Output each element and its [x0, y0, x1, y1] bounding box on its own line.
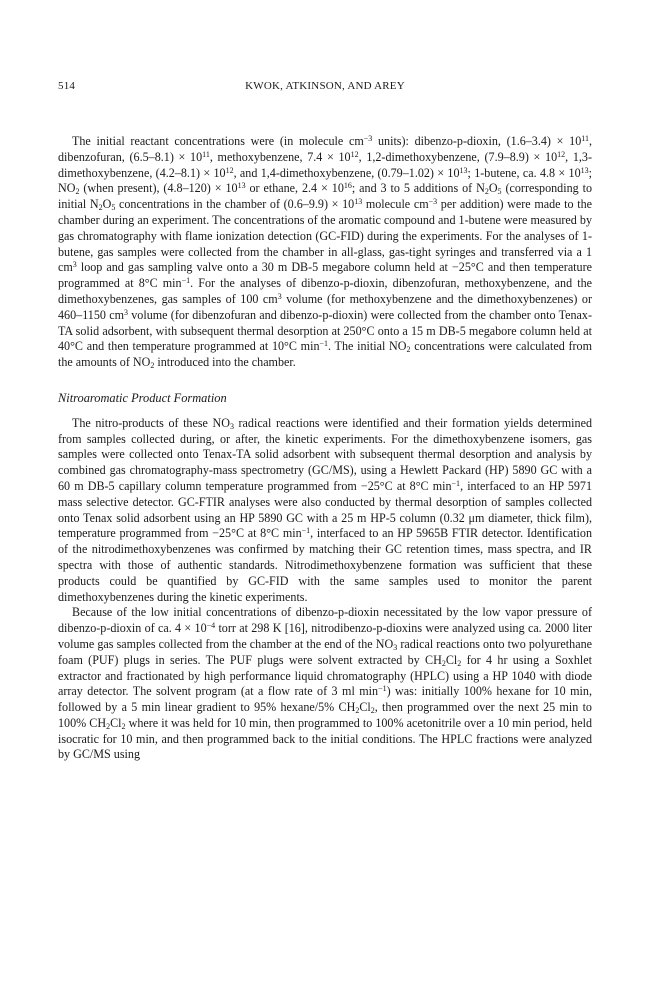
paragraph-initial-concentrations: The initial reactant concentrations were (in molecule $cm^{-3}$ units): dibenzo-p-dioxin, $(1.6-3.4) \times 10^{11}$, dibenzofuran, $(6.5-8.1) \times 10^{11}$, methoxybenzene, $7.4 \times 10^{12}$, 1,2-dimethoxybenzene, $(7.9-8.9) \times 10^{12}$, 1,3-dimethoxybenzene, $(4.2-8.1) \times 10^{12}$, and 1,4-dimethoxybenzene, $(0.79-1.02) \times 10^{13}$; 1-butene, ca. $4.8 \times 10^{13}$; $NO_2$ (when present), $(4.8-120) \times 10^{13}$ or ethane, $2.4 \times 10^{16}$; and 3 to 5 additions of $N_2O_5$ (corresponding to initial $N_2O_5$ concentrations in the chamber of $(0.6-9.9) \times 10^{13}$ molecule $cm^{-3}$ per addition) were made to the chamber during an experiment. The concentrations of the aromatic compound and 1-butene were measured by gas chromatography with flame ionization detection (GC-FID) during the experiments. For the analyses of 1-butene, gas samples were collected from the chamber in all-glass, gas-tight syringes and transferred via a 1 $cm^3$ loop and gas sampling valve onto a 30 m DB-5 megabore column held at −25°C and then temperature programmed at 8°C $\min^{-1}$. For the analyses of dibenzo-p-dioxin, dibenzofuran, methoxybenzene, and the dimethoxybenzenes, gas samples of 100 $cm^3$ volume (for methoxybenzene and the dimethoxybenzenes) or 460–1150 $cm^3$ volume (for dibenzofuran and dibenzo-p-dioxin) were collected from the chamber onto Tenax-TA solid adsorbent, with subsequent thermal desorption at 250°C onto a 15 m DB-5 megabore column held at 40°C and then temperature programmed at 10°C $\min^{-1}$. The initial $NO_2$ concentrations were calculated from the amounts of $NO_2$ introduced into the chamber. — [58, 134, 593, 371]
page-number: 514 — [58, 80, 76, 92]
page-header — [58, 80, 592, 94]
paragraph-nitro-products: The nitro-products of these $NO_3$ radical reactions were identified and their formation yields determined from samples collected during, or after, the kinetic experiments. For the dimethoxybenzene isomers, gas samples were collected onto Tenax-TA solid adsorbent with subsequent thermal desorption and analysis by combined gas chromatography-mass spectrometry (GC/MS), using a Hewlett Packard (HP) 5890 GC with a 60 m DB-5 capillary column temperature programmed from −25°C at 8°C $\min^{-1}$, interfaced to an HP 5971 mass selective detector. GC-FTIR analyses were also conducted by thermal desorption of samples collected onto Tenax solid adsorbent using an HP 5890 GC with a 25 m HP-5 column (0.32 μm diameter, thick film), temperature programmed from −25°C at 8°C $\min^{-1}$, interfaced to an HP 5965B FTIR detector. Identification of the nitrodimethoxybenzenes was confirmed by matching their GC retention times, mass spectra, and IR spectra with those of authentic standards. Nitrodimethoxybenzene formation was sufficient that these products could be quantified by GC-FID with the same samples used to monitor the parent dimethoxybenzenes during the kinetic experiments. — [58, 415, 593, 604]
section-heading-nitroaromatic: Nitroaromatic Product Formation — [58, 390, 227, 405]
article-body — [58, 134, 592, 763]
running-head: KWOK, ATKINSON, AND AREY — [245, 80, 405, 92]
paragraph-dibenzo-dioxin-analysis: Because of the low initial concentrations of dibenzo-p-dioxin necessitated by the low vapor pressure of dibenzo-p-dioxin of ca. $4 \times 10^{-4}$ torr at 298 K [16], nitrodibenzo-p-dioxins were analyzed using ca. 2000 liter volume gas samples collected from the chamber at the end of the $NO_3$ radical reactions onto two polyurethane foam (PUF) plugs in series. The PUF plugs were solvent extracted by $CH_2Cl_2$ for 4 hr using a Soxhlet extractor and fractionated by high performance liquid chromatography (HPLC) using a HP 1040 with diode array detector. The solvent program (at a flow rate of 3 ml $\min^{-1}$) was: initially 100% hexane for 10 min, followed by a 5 min linear gradient to 95% hexane/5% $CH_2Cl_2$, then programmed over the next 25 min to 100% $CH_2Cl_2$ where it was held for 10 min, then programmed to 100% acetonitrile over a 10 min period, held isocratic for 10 min, and then programmed back to the initial conditions. The HPLC fractions were analyzed by GC/MS using — [58, 605, 592, 762]
